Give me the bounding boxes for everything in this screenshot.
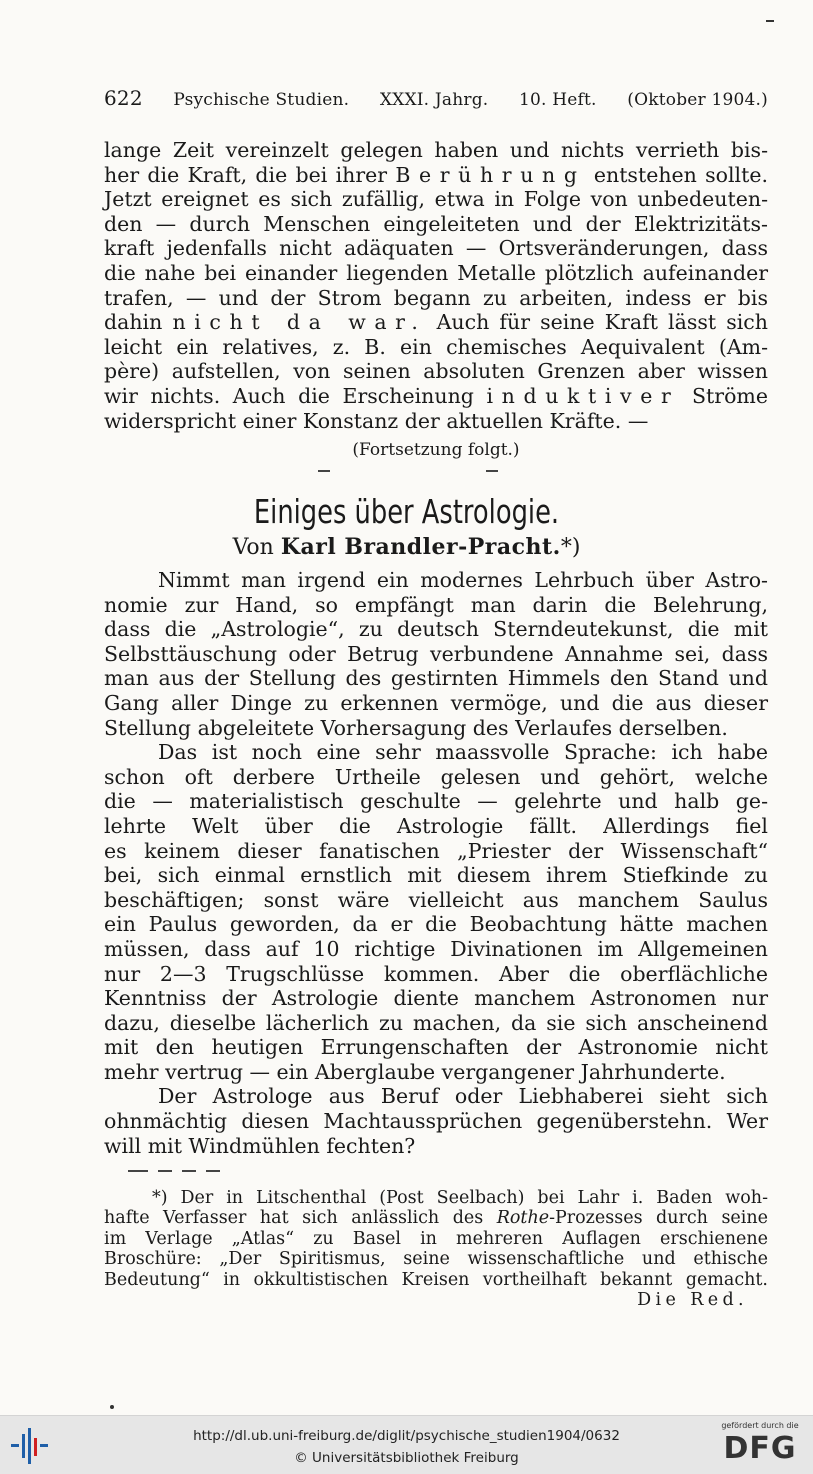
editor-signature: Die Red. — [637, 1290, 748, 1311]
dfg-tagline: gefördert durch die — [721, 1421, 799, 1430]
continuation-text — [104, 138, 768, 433]
footnote-marker: *) — [560, 535, 581, 560]
text-line: Nimmt man irgend ein modernes Lehrbuch über Astro- — [158, 568, 768, 592]
text-line: trafen, — und der Strom begann zu arbeiten, indess er bis — [104, 285, 768, 310]
text-line: die — materialistisch geschulte — gelehrte und halb ge- — [104, 789, 768, 814]
text-line: die nahe bei einander liegenden Metalle plötzlich aufeinander — [104, 260, 768, 285]
text-line: Stellung abgeleitete Vorhersagung des Verlaufes derselben. — [104, 715, 728, 740]
text-line: wir nichts. Auch die Erscheinung induktiver Ströme — [104, 383, 768, 408]
running-header — [104, 86, 768, 110]
volume: XXXI. Jahrg. — [379, 90, 489, 110]
ink-speck — [110, 1405, 114, 1409]
footnote-divider — [128, 1170, 220, 1172]
text-line: will mit Windmühlen fechten? — [104, 1133, 416, 1158]
footnote-line: hafte Verfasser hat sich anlässlich des Rothe-Prozesses durch seine — [104, 1208, 768, 1229]
permalink-url[interactable]: http://dl.ub.uni-freiburg.de/diglit/psychische_studien1904/0632 — [193, 1428, 620, 1444]
text-line: man aus der Stellung des gestirnten Himmels den Stand und — [104, 666, 768, 691]
byline — [0, 534, 813, 560]
text-line: Selbsttäuschung oder Betrug verbundene Annahme sei, dass — [104, 641, 768, 666]
text-line: beschäftigen; sonst wäre vielleicht aus manchem Saulus — [104, 887, 768, 912]
text-line: ohnmächtig diesen Machtaussprüchen gegenüberstehn. Wer — [104, 1109, 768, 1134]
footnote-line: Broschüre: „Der Spiritismus, seine wissenschaftliche und ethische — [104, 1249, 768, 1270]
text-line: Kenntniss der Astrologie diente manchem Astronomen nur — [104, 986, 768, 1011]
text-line: mehr vertrug — ein Aberglaube vergangener Jahrhunderte. — [104, 1059, 726, 1084]
footnote-line: im Verlage „Atlas“ zu Basel in mehreren Auflagen erschienene — [104, 1228, 768, 1249]
article-title: Einiges über Astrologie. — [253, 492, 560, 531]
text-line: mit den heutigen Errungenschaften der Astronomie nicht — [104, 1035, 768, 1060]
text-line: dahin nicht da war. Auch für seine Kraft lässt sich — [104, 310, 768, 335]
footnote — [104, 1188, 768, 1310]
text-line: nur 2—3 Trugschlüsse kommen. Aber die oberflächliche — [104, 961, 768, 986]
viewer-footer-bar — [0, 1415, 813, 1474]
page-number: 622 — [104, 86, 143, 110]
text-line: den — durch Menschen eingeleiteten und der Elektrizitäts- — [104, 211, 768, 236]
text-line: nomie zur Hand, so empfängt man darin die Belehrung, — [104, 592, 768, 617]
text-line: her die Kraft, die bei ihrer Berührung entstehen sollte. — [104, 162, 768, 187]
continuation-note: (Fortsetzung folgt.) — [352, 440, 520, 460]
text-line: lange Zeit vereinzelt gelegen haben und nichts verrieth bis- — [104, 138, 768, 162]
text-line: es keinem dieser fanatischen „Priester der Wissenschaft“ — [104, 838, 768, 863]
dfg-logo-text: DFG — [723, 1431, 797, 1466]
text-line: leicht ein relatives, z. B. ein chemisches Aequivalent (Am- — [104, 334, 768, 359]
scan-mark — [766, 20, 774, 22]
article-body — [104, 568, 768, 1158]
dfg-logo — [715, 1421, 805, 1471]
text-line: kraft jedenfalls nicht adäquaten — Ortsveränderungen, dass — [104, 236, 768, 261]
byline-prefix: Von — [232, 535, 274, 560]
text-line: schon oft derbere Urtheile gelesen und gehört, welche — [104, 764, 768, 789]
text-line: Das ist noch eine sehr maassvolle Sprache: ich habe — [158, 740, 768, 765]
section-divider — [318, 470, 498, 472]
text-line: père) aufstellen, von seinen absoluten Grenzen aber wissen — [104, 359, 768, 384]
issue-date: (Oktober 1904.) — [627, 90, 768, 110]
text-line: dass die „Astrologie“, zu deutsch Sterndeutekunst, die mit — [104, 617, 768, 642]
journal-name: Psychische Studien. — [173, 90, 350, 110]
footnote-line: *) Der in Litschenthal (Post Seelbach) bei Lahr i. Baden woh- — [152, 1188, 768, 1208]
text-line: Gang aller Dinge zu erkennen vermöge, und die aus dieser — [104, 690, 768, 715]
text-line: Jetzt ereignet es sich zufällig, etwa in Folge von unbedeuten- — [104, 187, 768, 212]
text-line: widerspricht einer Konstanz der aktuellen Kräfte. — — [104, 408, 649, 433]
issue: 10. Heft. — [519, 90, 597, 110]
text-line: ein Paulus geworden, da er die Beobachtung hätte machen — [104, 912, 768, 937]
text-line: bei, sich einmal ernstlich mit diesem ihrem Stiefkinde zu — [104, 863, 768, 888]
footnote-line: Bedeutung“ in okkultistischen Kreisen vortheilhaft bekannt gemacht. — [104, 1269, 768, 1290]
copyright-notice: © Universitätsbibliothek Freiburg — [294, 1450, 519, 1466]
text-line: lehrte Welt über die Astrologie fällt. Allerdings fiel — [104, 813, 768, 838]
author-name: Karl Brandler-Pracht. — [280, 534, 561, 560]
text-line: dazu, dieselbe lächerlich zu machen, da sie sich anscheinend — [104, 1010, 768, 1035]
text-line: müssen, dass auf 10 richtige Divinationen im Allgemeinen — [104, 936, 768, 961]
text-line: Der Astrologe aus Beruf oder Liebhaberei sieht sich — [158, 1084, 768, 1109]
